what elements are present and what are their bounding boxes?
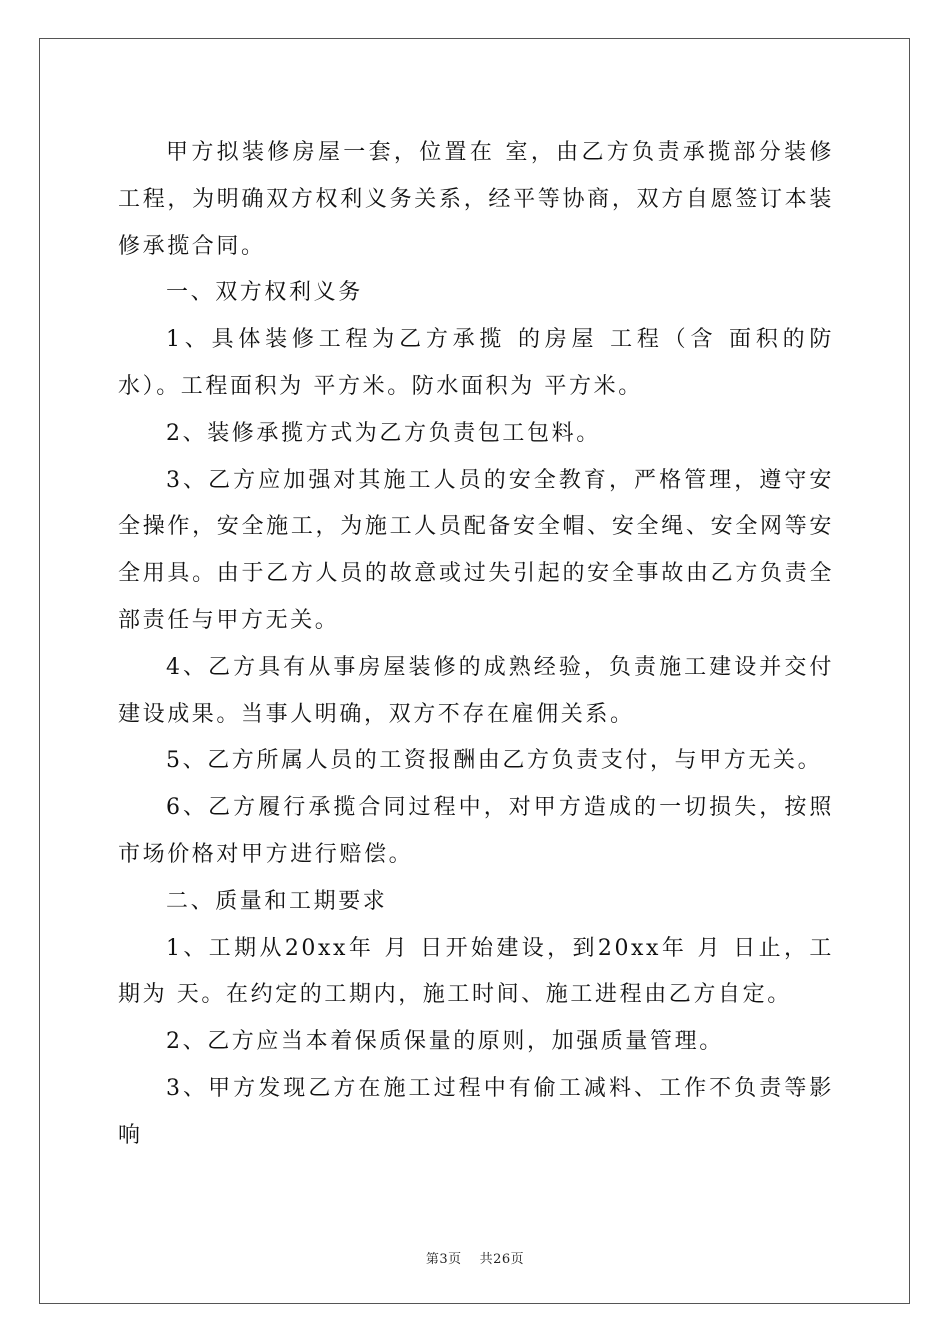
- section-heading-quality: 二、质量和工期要求: [166, 888, 388, 914]
- clause-2-1: 1、工期从20xx年 月 日开始建设，到20xx年 月 日止，工期为 天。在约定的工期内，施工时间、施工进程由乙方自定。: [118, 935, 834, 1008]
- page-total: 共26页: [479, 1252, 525, 1267]
- clause-1-6: 6、乙方履行承揽合同过程中，对甲方造成的一切损失，按照市场价格对甲方进行赔偿。: [118, 795, 834, 867]
- clause-2-2: 2、乙方应当本着保质保量的原则，加强质量管理。: [166, 1029, 724, 1055]
- clause-1-2: 2、装修承揽方式为乙方负责包工包料。: [166, 420, 601, 446]
- clause-2-3: 3、甲方发现乙方在施工过程中有偷工减料、工作不负责等影响: [118, 1075, 834, 1148]
- page-footer: [0, 1248, 950, 1267]
- section-heading-rights: 一、双方权利义务: [166, 280, 363, 306]
- clause-1-1: 1、具体装修工程为乙方承揽 的房屋 工程（含 面积的防水）。工程面积为 平方米。防水面积为 平方米。: [118, 327, 834, 399]
- page-number: 第3页: [425, 1252, 462, 1267]
- document-body: [118, 130, 834, 1160]
- paragraph-intro: 甲方拟装修房屋一套，位置在 室，由乙方负责承揽部分装修工程，为明确双方权利义务关系，经平等协商，双方自愿签订本装修承揽合同。: [118, 140, 834, 259]
- clause-1-5: 5、乙方所属人员的工资报酬由乙方负责支付，与甲方无关。: [166, 748, 823, 774]
- clause-1-4: 4、乙方具有从事房屋装修的成熟经验，负责施工建设并交付建设成果。当事人明确，双方不存在雇佣关系。: [118, 654, 834, 727]
- clause-1-3: 3、乙方应加强对其施工人员的安全教育，严格管理，遵守安全操作，安全施工，为施工人员配备安全帽、安全绳、安全网等安全用具。由于乙方人员的故意或过失引起的安全事故由乙方负责全部责任与甲方无关。: [118, 467, 834, 633]
